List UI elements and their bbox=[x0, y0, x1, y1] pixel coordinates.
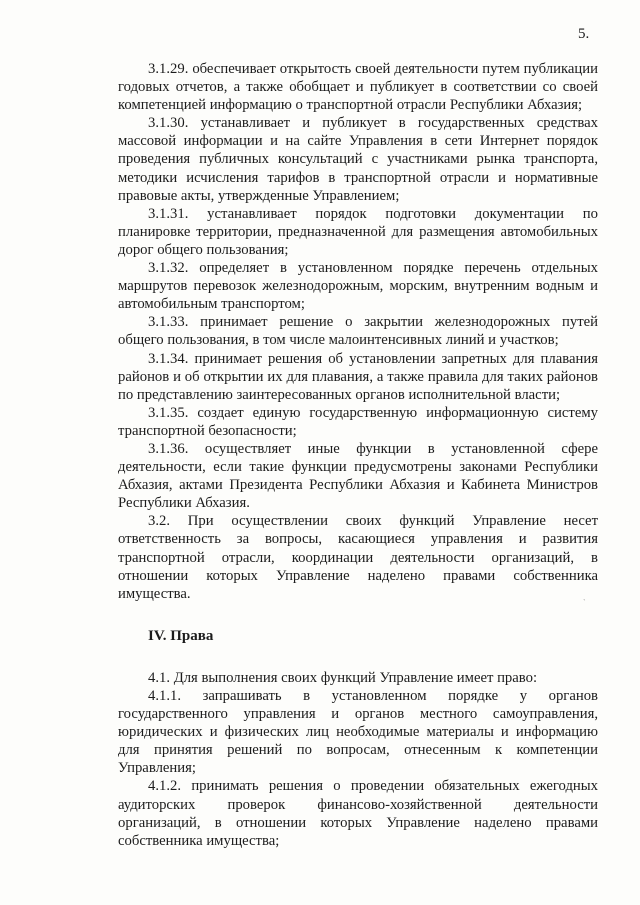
scan-mark: ˋ bbox=[583, 598, 586, 607]
paragraph-4-1: 4.1. Для выполнения своих функций Управление имеет право: bbox=[148, 669, 538, 686]
paragraph-3-1-34: 3.1.34. принимает решения об установлении запретных для плавания районов и об открытии их для плавания, а также правила для таких районов по представлению заинтересованных органов исполнительной власти; bbox=[118, 350, 598, 403]
paragraph-3-1-33: 3.1.33. принимает решение о закрытии железнодорожных путей общего пользования, в том числе малоинтенсивных линий и участков; bbox=[118, 314, 598, 349]
paragraph-3-1-31: 3.1.31. устанавливает порядок подготовки документации по планировке территории, предназначенной для размещения автомобильных дорог общего пользования; bbox=[118, 205, 598, 258]
paragraph-3-1-35: 3.1.35. создает единую государственную информационную систему транспортной безопасности; bbox=[118, 404, 598, 439]
paragraph-3-1-30: 3.1.30. устанавливает и публикует в государственных средствах массовой информации и на сайте Управления в сети Интернет порядок проведения публичных консультаций с участниками рынка транспорта, методики исчисления тарифов в транспортной отрасли и нормативные правовые акты, утвержденные Управлением; bbox=[118, 115, 598, 204]
page-number: 5. bbox=[578, 26, 590, 42]
paragraph-3-1-29: 3.1.29. обеспечивает открытость своей деятельности путем публикации годовых отчетов, а также обобщает и публикует в соответствии со своей компетенцией информацию о транспортной отрасли Республики Абхазия; bbox=[118, 61, 598, 114]
paragraph-3-1-36: 3.1.36. осуществляет иные функции в установленной сфере деятельности, если такие функции предусмотрены законами Республики Абхазия, актами Президента Республики Абхазия и Кабинета Министров Республики Абхазия. bbox=[118, 440, 598, 512]
paragraph-3-2: 3.2. При осуществлении своих функций Управление несет ответственность за вопросы, касающиеся управления и развития транспортной отрасли, координации деятельности организаций, в отношении которых Управление наделено правами собственника имущества. bbox=[118, 513, 598, 602]
paragraph-4-1-1: 4.1.1. запрашивать в установленном порядке у органов государственного управления и органов местного самоуправления, юридических и физических лиц необходимые материалы и информацию для принятия решений по вопросам, отнесенным к компетенции Управления; bbox=[118, 688, 598, 777]
section-title: IV. Права bbox=[148, 627, 214, 644]
paragraph-4-1-2: 4.1.2. принимать решения о проведении обязательных ежегодных аудиторских проверок финансово-хозяйственной деятельности организаций, в отношении которых Управление наделено правами собственника имущества; bbox=[118, 778, 598, 849]
document-body bbox=[118, 60, 598, 850]
paragraph-3-1-32: 3.1.32. определяет в установленном порядке перечень отдельных маршрутов перевозок железнодорожным, морским, внутренним водным и автомобильным транспортом; bbox=[118, 260, 598, 313]
